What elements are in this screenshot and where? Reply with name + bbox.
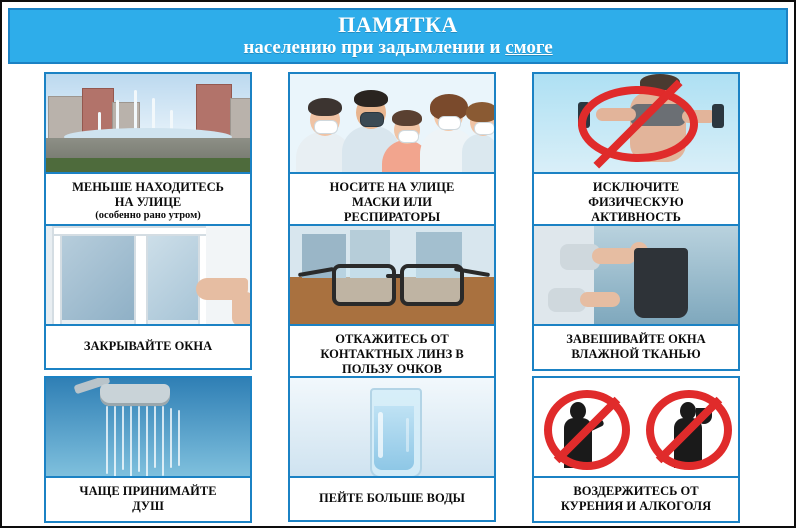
advice-card-cover-windows-wet-cloth <box>532 224 740 371</box>
advice-caption-line: КУРЕНИЯ И АЛКОГОЛЯ <box>560 498 712 513</box>
advice-caption-line: ПЕЙТЕ БОЛЬШЕ ВОДЫ <box>319 491 465 506</box>
advice-caption-line: ЗАВЕШИВАЙТЕ ОКНА <box>566 332 706 346</box>
poster-header-banner <box>8 8 788 64</box>
advice-caption-line: ДУШ <box>132 498 164 513</box>
glass-of-water-photo <box>288 376 496 476</box>
poster-subtitle-prefix: населению при задымлении и <box>243 37 506 59</box>
advice-caption-line: МЕНЬШЕ НАХОДИТЕСЬ <box>72 180 224 194</box>
no-smoking-no-alcohol-signs <box>532 376 740 476</box>
hanging-wet-cloth-on-window-photo <box>532 224 740 324</box>
advice-caption-line: РЕСПИРАТОРЫ <box>343 209 441 224</box>
advice-card-no-smoking-alcohol <box>532 376 740 523</box>
poster-subtitle <box>243 38 552 59</box>
no-alcohol-icon <box>646 390 732 470</box>
advice-caption-line: ВОЗДЕРЖИТЕСЬ ОТ <box>573 484 699 498</box>
advice-caption-line: ОТКАЖИТЕСЬ ОТ <box>335 332 449 346</box>
city-fountain-photo <box>44 72 252 172</box>
advice-card-glasses-not-lenses <box>288 224 496 385</box>
advice-caption-line: АКТИВНОСТЬ <box>591 209 681 224</box>
prohibition-sign-icon <box>578 86 698 162</box>
advice-caption-line: ПОЛЬЗУ ОЧКОВ <box>342 361 442 376</box>
advice-card-wear-mask <box>288 72 496 233</box>
advice-card-less-outdoors <box>44 72 252 231</box>
shower-head-running-water-photo <box>44 376 252 476</box>
advice-caption-line: НОСИТЕ НА УЛИЦЕ <box>329 180 455 194</box>
woman-exercising-prohibited-photo <box>532 72 740 172</box>
advice-caption-line: ИСКЛЮЧИТЕ <box>592 180 680 194</box>
advice-caption <box>44 324 252 370</box>
advice-caption-line: МАСКИ ИЛИ <box>352 194 432 209</box>
advice-card-drink-water <box>288 376 496 522</box>
no-smoking-icon <box>544 390 630 470</box>
eyeglasses-on-table-photo <box>288 224 496 324</box>
advice-caption-line: ФИЗИЧЕСКУЮ <box>588 194 684 209</box>
advice-caption <box>44 172 252 231</box>
advice-caption-line: ЧАЩЕ ПРИНИМАЙТЕ <box>79 484 217 498</box>
poster-subtitle-underlined: смоге <box>505 37 553 59</box>
people-wearing-masks-illustration <box>288 72 496 172</box>
advice-caption <box>288 476 496 522</box>
advice-caption-note: (особенно рано утром) <box>95 209 201 221</box>
advice-card-shower-often <box>44 376 252 523</box>
poster-title: ПАМЯТКА <box>338 12 458 37</box>
advice-caption <box>532 476 740 523</box>
advice-caption <box>44 476 252 523</box>
advice-caption-line: КОНТАКТНЫХ ЛИНЗ В <box>320 346 464 361</box>
advice-caption <box>532 324 740 371</box>
advice-card-grid <box>44 72 756 522</box>
advice-card-close-windows <box>44 224 252 370</box>
advice-card-no-physical-activity <box>532 72 740 233</box>
advice-caption-line: НА УЛИЦЕ <box>114 194 182 209</box>
advice-caption-line: ЗАКРЫВАЙТЕ ОКНА <box>83 339 213 354</box>
advice-caption-line: ВЛАЖНОЙ ТКАНЬЮ <box>571 346 701 361</box>
hand-closing-window-photo <box>44 224 252 324</box>
